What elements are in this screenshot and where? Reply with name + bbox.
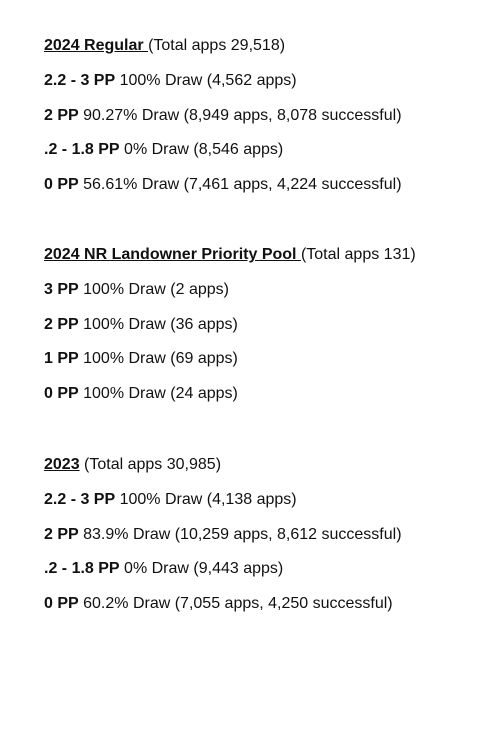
draw-row: [44, 490, 484, 510]
draw-text: 100% Draw (2 apps): [78, 280, 229, 298]
section-heading: [44, 245, 484, 265]
draw-text: 83.9% Draw (10,259 apps, 8,612 successful): [78, 525, 402, 543]
section-heading: [44, 455, 484, 475]
points-label: 2.2 - 3 PP: [44, 71, 116, 89]
section-total: (Total apps 29,518): [148, 37, 286, 54]
draw-row: [44, 175, 484, 195]
section-title: 2024 NR Landowner Priority Pool: [44, 246, 301, 263]
draw-text: 100% Draw (4,138 apps): [115, 490, 297, 508]
section-2024-regular: [44, 36, 484, 210]
points-label: 2 PP: [44, 525, 79, 543]
draw-row: [44, 525, 484, 545]
points-label: .2 - 1.8 PP: [44, 141, 120, 159]
section-heading: [44, 36, 484, 56]
draw-text: 0% Draw (9,443 apps): [119, 560, 284, 578]
section-title: 2023: [44, 456, 80, 473]
draw-text: 56.61% Draw (7,461 apps, 4,224 successful): [78, 176, 402, 194]
points-label: 0 PP: [44, 176, 79, 194]
points-label: 1 PP: [44, 350, 79, 368]
draw-text: 90.27% Draw (8,949 apps, 8,078 successful): [78, 106, 402, 124]
points-label: 2 PP: [44, 315, 79, 333]
section-2024-nr-landowner: [44, 245, 484, 419]
draw-text: 100% Draw (69 apps): [78, 350, 238, 368]
points-label: 2.2 - 3 PP: [44, 490, 116, 508]
draw-row: [44, 106, 484, 126]
draw-row: [44, 71, 484, 91]
draw-row: [44, 280, 484, 300]
draw-row: [44, 315, 484, 335]
section-total: (Total apps 30,985): [79, 456, 222, 473]
draw-row: [44, 140, 484, 160]
draw-row: [44, 349, 484, 369]
section-title: 2024 Regular: [44, 37, 149, 54]
points-label: 0 PP: [44, 595, 79, 613]
draw-text: 60.2% Draw (7,055 apps, 4,250 successful): [78, 595, 393, 613]
draw-text: 0% Draw (8,546 apps): [119, 141, 284, 159]
section-total: (Total apps 131): [300, 246, 416, 263]
section-2023: [44, 455, 484, 629]
draw-row: [44, 559, 484, 579]
points-label: 2 PP: [44, 106, 79, 124]
points-label: .2 - 1.8 PP: [44, 560, 120, 578]
draw-text: 100% Draw (4,562 apps): [115, 71, 297, 89]
draw-text: 100% Draw (36 apps): [78, 315, 238, 333]
points-label: 0 PP: [44, 385, 79, 403]
points-label: 3 PP: [44, 280, 79, 298]
draw-row: [44, 384, 484, 404]
draw-row: [44, 594, 484, 614]
draw-text: 100% Draw (24 apps): [78, 385, 238, 403]
